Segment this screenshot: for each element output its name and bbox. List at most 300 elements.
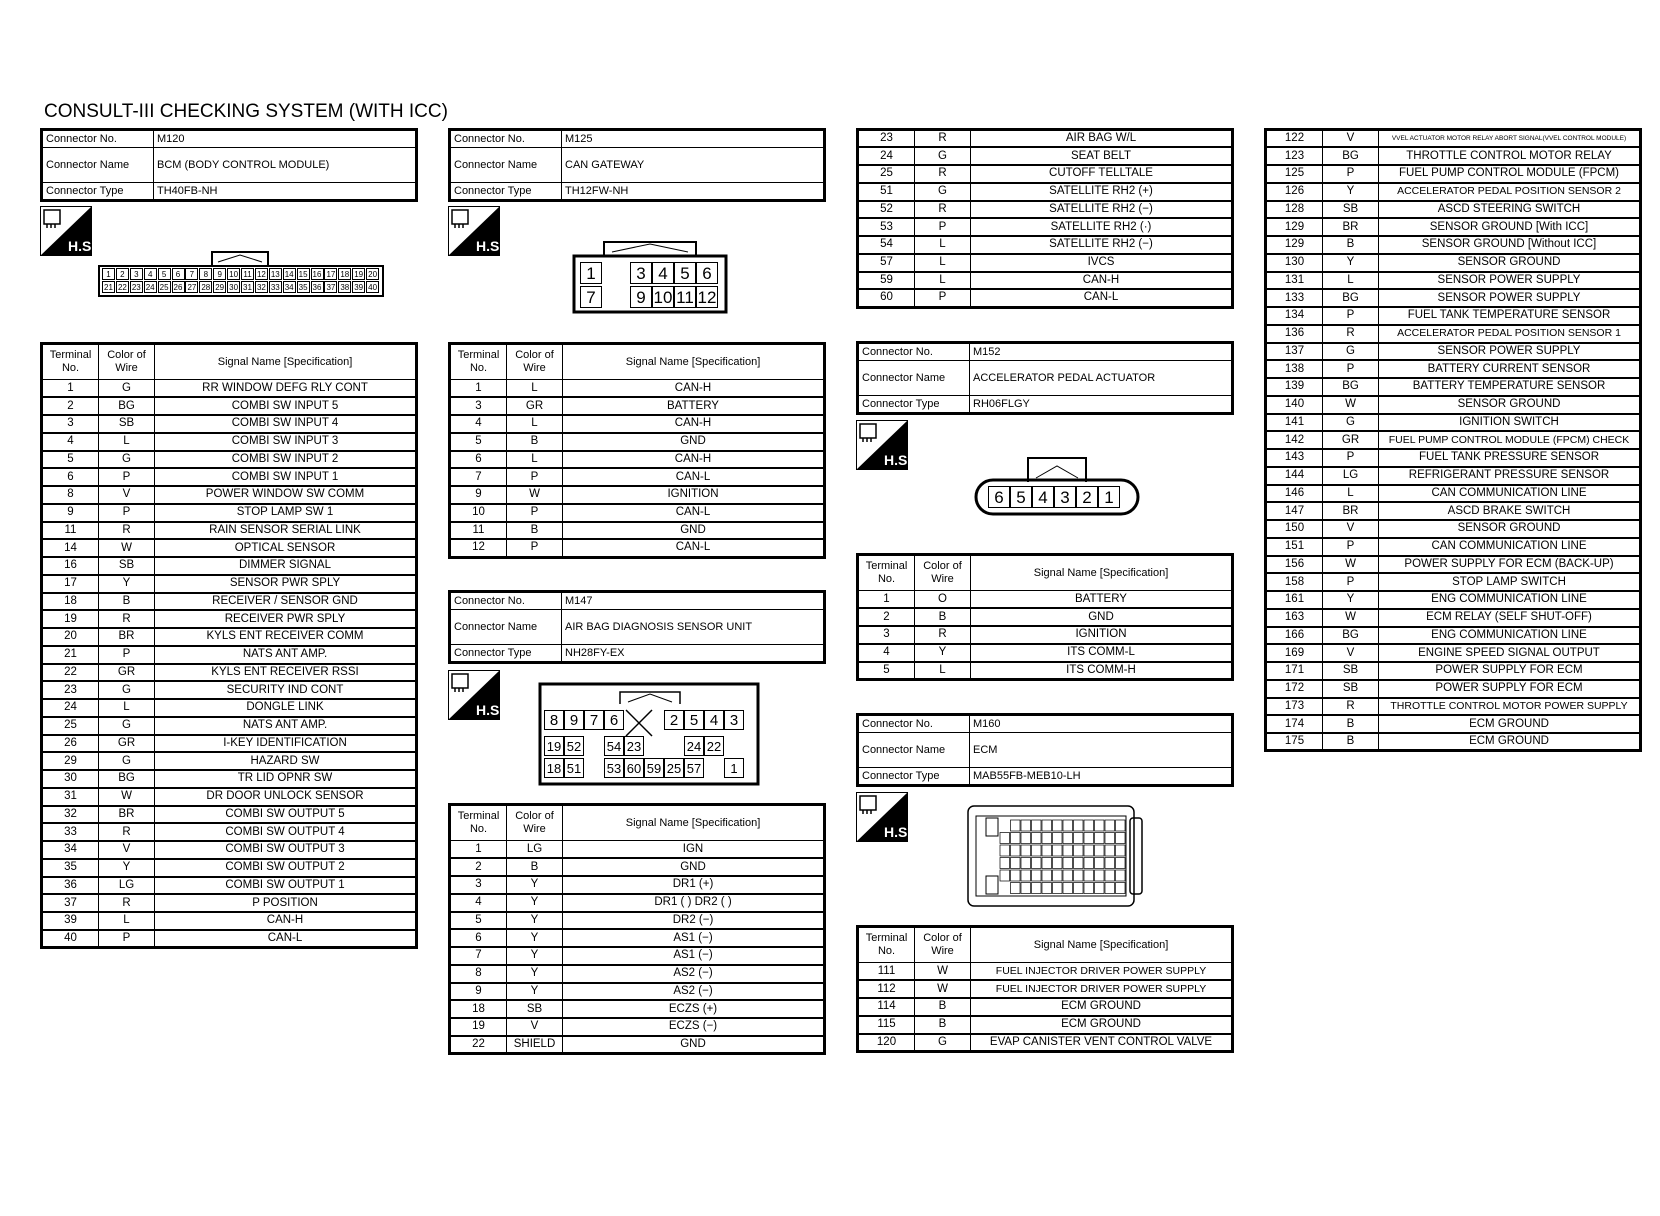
signal-name-cell: CAN-L xyxy=(563,468,825,486)
connector-pin: 26 xyxy=(172,281,185,293)
wire-color-cell: SB xyxy=(1323,662,1379,680)
terminal-no-cell: 141 xyxy=(1266,414,1323,432)
wire-color-cell: G xyxy=(99,752,155,770)
wire-color-cell: W xyxy=(1323,396,1379,414)
table-row xyxy=(450,522,825,540)
terminal-no-cell: 130 xyxy=(1266,254,1323,272)
signal-name-cell: SENSOR POWER SUPPLY xyxy=(1379,343,1641,361)
terminal-no-cell: 10 xyxy=(450,504,507,522)
terminal-no-cell: 172 xyxy=(1266,680,1323,698)
connector-pin: 13 xyxy=(269,268,282,280)
table-row xyxy=(858,236,1233,254)
connector-pin: 5 xyxy=(684,710,704,730)
wire-color-cell: G xyxy=(1323,343,1379,361)
terminal-no-cell: 122 xyxy=(1266,130,1323,148)
table-row xyxy=(858,183,1233,201)
connector-no-value: M125 xyxy=(562,130,825,148)
wire-color-cell: R xyxy=(99,823,155,841)
connector-pin: 38 xyxy=(338,281,351,293)
table-row xyxy=(858,272,1233,290)
terminal-no-cell: 137 xyxy=(1266,343,1323,361)
signal-name-cell: SENSOR POWER SUPPLY xyxy=(1379,272,1641,290)
table-row xyxy=(42,575,417,593)
terminal-no-cell: 3 xyxy=(858,626,915,644)
terminal-no-cell: 169 xyxy=(1266,644,1323,662)
signal-name-cell: I-KEY IDENTIFICATION xyxy=(155,735,417,753)
table-row xyxy=(1266,680,1641,698)
signal-name-cell: ITS COMM-L xyxy=(971,644,1233,662)
terminal-no-cell: 9 xyxy=(450,486,507,504)
table-row xyxy=(1266,360,1641,378)
connector-pin: 2 xyxy=(1076,486,1098,508)
table-row xyxy=(42,646,417,664)
signal-name-cell: KYLS ENT RECEIVER RSSI xyxy=(155,664,417,682)
signal-name-cell: BATTERY CURRENT SENSOR xyxy=(1379,360,1641,378)
signal-name-cell: FUEL PUMP CONTROL MODULE (FPCM) CHECK xyxy=(1379,431,1641,449)
wire-color-cell: Y xyxy=(1323,183,1379,201)
signal-name-cell: CAN-L xyxy=(563,539,825,557)
terminal-no-cell: 25 xyxy=(42,717,99,735)
wire-color-cell: G xyxy=(99,380,155,398)
connector-pin: 57 xyxy=(684,758,704,778)
connector-type-value: NH28FY-EX xyxy=(562,645,825,663)
connector-pin: 7 xyxy=(185,268,198,280)
terminal-no-cell: 166 xyxy=(1266,627,1323,645)
wire-color-cell: BR xyxy=(1323,502,1379,520)
signal-name-cell: ECM GROUND xyxy=(1379,733,1641,751)
terminal-no-cell: 7 xyxy=(450,468,507,486)
label-connector-type: Connector Type xyxy=(858,768,970,786)
connector-pin: 4 xyxy=(652,262,674,284)
connector-info-m120 xyxy=(40,128,418,202)
wire-color-cell: R xyxy=(99,522,155,540)
table-row xyxy=(42,930,417,948)
harness-side-icon xyxy=(448,670,504,720)
signal-name-cell: CAN-H xyxy=(563,415,825,433)
wire-color-cell: B xyxy=(507,433,563,451)
signal-name-cell: ACCELERATOR PEDAL POSITION SENSOR 1 xyxy=(1379,325,1641,343)
wire-color-cell: P xyxy=(99,930,155,948)
wire-color-cell: BR xyxy=(1323,218,1379,236)
signal-name-cell: SENSOR GROUND [Without ICC] xyxy=(1379,236,1641,254)
table-row xyxy=(42,522,417,540)
wire-color-cell: SB xyxy=(99,415,155,433)
table-row xyxy=(42,752,417,770)
signal-name-cell: ASCD STEERING SWITCH xyxy=(1379,201,1641,219)
label-connector-name: Connector Name xyxy=(450,610,562,645)
table-row xyxy=(450,451,825,469)
signal-name-cell: ASCD BRAKE SWITCH xyxy=(1379,502,1641,520)
connector-pin: 12 xyxy=(255,268,268,280)
wire-color-cell: L xyxy=(915,662,971,680)
signal-name-cell: GND xyxy=(563,433,825,451)
table-row xyxy=(42,468,417,486)
terminal-no-cell: 23 xyxy=(42,681,99,699)
table-row xyxy=(858,644,1233,662)
page-title: CONSULT-III CHECKING SYSTEM (WITH ICC) xyxy=(44,101,448,122)
hs-label: H.S. xyxy=(476,238,504,254)
connector-pin: 14 xyxy=(283,268,296,280)
table-row xyxy=(1266,538,1641,556)
connector-pin: 16 xyxy=(311,268,324,280)
connector-name-value: BCM (BODY CONTROL MODULE) xyxy=(154,148,417,183)
signal-name-cell: VVEL ACTUATOR MOTOR RELAY ABORT SIGNAL(VVEL CONTROL MODULE) xyxy=(1379,130,1641,148)
connector-pin: 11 xyxy=(241,268,254,280)
terminal-no-cell: 26 xyxy=(42,735,99,753)
wire-color-cell: V xyxy=(507,1018,563,1036)
signal-name-cell: RR WINDOW DEFG RLY CONT xyxy=(155,380,417,398)
terminal-no-cell: 151 xyxy=(1266,538,1323,556)
terminal-no-cell: 11 xyxy=(42,522,99,540)
wire-color-cell: Y xyxy=(99,859,155,877)
signal-name-cell: SATELLITE RH2 (·) xyxy=(971,218,1233,236)
table-row xyxy=(858,980,1233,998)
connector-pin: 20 xyxy=(366,268,379,280)
connector-pin: 29 xyxy=(213,281,226,293)
table-row xyxy=(42,539,417,557)
terminal-no-cell: 5 xyxy=(858,662,915,680)
terminal-table-m160 xyxy=(856,925,1234,1053)
connector-pin: 21 xyxy=(102,281,115,293)
table-row xyxy=(858,1034,1233,1052)
wire-color-cell: BG xyxy=(99,770,155,788)
label-connector-type: Connector Type xyxy=(450,645,562,663)
wire-color-cell: Y xyxy=(507,894,563,912)
header-signal-name: Signal Name [Specification] xyxy=(563,344,825,380)
terminal-no-cell: 123 xyxy=(1266,147,1323,165)
connector-pin: 1 xyxy=(1098,486,1120,508)
table-row xyxy=(42,504,417,522)
header-signal-name: Signal Name [Specification] xyxy=(971,555,1233,591)
signal-name-cell: AS2 (−) xyxy=(563,965,825,983)
wire-color-cell: SB xyxy=(1323,201,1379,219)
connector-pin: 8 xyxy=(544,710,564,730)
wire-color-cell: B xyxy=(1323,733,1379,751)
wire-color-cell: P xyxy=(1323,360,1379,378)
signal-name-cell: DR1 ( ) DR2 ( ) xyxy=(563,894,825,912)
wire-color-cell: Y xyxy=(507,965,563,983)
wire-color-cell: P xyxy=(1323,573,1379,591)
connector-info-m160 xyxy=(856,713,1234,787)
table-row xyxy=(1266,609,1641,627)
wire-color-cell: R xyxy=(915,626,971,644)
table-row xyxy=(42,841,417,859)
signal-name-cell: POWER SUPPLY FOR ECM (BACK-UP) xyxy=(1379,556,1641,574)
wire-color-cell: L xyxy=(915,254,971,272)
signal-name-cell: DONGLE LINK xyxy=(155,699,417,717)
wire-color-cell: SHIELD xyxy=(507,1036,563,1054)
harness-side-icon xyxy=(40,206,96,256)
wire-color-cell: L xyxy=(915,236,971,254)
wire-color-cell: V xyxy=(1323,520,1379,538)
signal-name-cell: ECM GROUND xyxy=(1379,715,1641,733)
signal-name-cell: SENSOR GROUND [With ICC] xyxy=(1379,218,1641,236)
terminal-no-cell: 18 xyxy=(42,593,99,611)
table-row xyxy=(42,380,417,398)
wire-color-cell: LG xyxy=(507,841,563,859)
table-row xyxy=(1266,272,1641,290)
signal-name-cell: NATS ANT AMP. xyxy=(155,717,417,735)
label-connector-name: Connector Name xyxy=(42,148,154,183)
table-row xyxy=(858,1016,1233,1034)
signal-name-cell: DR DOOR UNLOCK SENSOR xyxy=(155,788,417,806)
terminal-no-cell: 22 xyxy=(450,1036,507,1054)
terminal-no-cell: 128 xyxy=(1266,201,1323,219)
signal-name-cell: ECM GROUND xyxy=(971,1016,1233,1034)
terminal-no-cell: 16 xyxy=(42,557,99,575)
connector-pin: 10 xyxy=(653,288,673,307)
table-row xyxy=(450,876,825,894)
terminal-no-cell: 150 xyxy=(1266,520,1323,538)
header-signal-name: Signal Name [Specification] xyxy=(971,927,1233,963)
signal-name-cell: SENSOR GROUND xyxy=(1379,396,1641,414)
connector-pin: 11 xyxy=(674,286,696,308)
connector-pin: 6 xyxy=(172,268,185,280)
terminal-no-cell: 25 xyxy=(858,165,915,183)
terminal-no-cell: 51 xyxy=(858,183,915,201)
terminal-no-cell: 114 xyxy=(858,998,915,1016)
connector-pin: 30 xyxy=(227,281,240,293)
connector-pin: 9 xyxy=(564,710,584,730)
terminal-no-cell: 134 xyxy=(1266,307,1323,325)
signal-name-cell: KYLS ENT RECEIVER COMM xyxy=(155,628,417,646)
header-terminal-no: Terminal No. xyxy=(858,927,915,963)
signal-name-cell: ECM RELAY (SELF SHUT-OFF) xyxy=(1379,609,1641,627)
table-row xyxy=(1266,307,1641,325)
connector-pin: 6 xyxy=(988,486,1010,508)
signal-name-cell: ENG COMMUNICATION LINE xyxy=(1379,627,1641,645)
connector-type-value: RH06FLGY xyxy=(970,396,1233,414)
terminal-no-cell: 40 xyxy=(42,930,99,948)
table-row xyxy=(858,591,1233,609)
terminal-no-cell: 139 xyxy=(1266,378,1323,396)
signal-name-cell: RAIN SENSOR SERIAL LINK xyxy=(155,522,417,540)
signal-name-cell: ECZS (+) xyxy=(563,1000,825,1018)
wire-color-cell: G xyxy=(99,717,155,735)
signal-name-cell: IGN xyxy=(563,841,825,859)
terminal-no-cell: 1 xyxy=(450,841,507,859)
table-row xyxy=(42,664,417,682)
connector-pin: 15 xyxy=(297,268,310,280)
connector-pin: 5 xyxy=(1010,486,1032,508)
terminal-no-cell: 54 xyxy=(858,236,915,254)
wire-color-cell: B xyxy=(1323,236,1379,254)
signal-name-cell: IGNITION xyxy=(563,486,825,504)
terminal-no-cell: 19 xyxy=(450,1018,507,1036)
signal-name-cell: SENSOR PWR SPLY xyxy=(155,575,417,593)
terminal-no-cell: 11 xyxy=(450,522,507,540)
wire-color-cell: V xyxy=(1323,130,1379,148)
wire-color-cell: R xyxy=(915,130,971,148)
connector-pin: 3 xyxy=(724,710,744,730)
signal-name-cell: GND xyxy=(563,858,825,876)
table-row xyxy=(1266,733,1641,751)
wire-color-cell: G xyxy=(915,1034,971,1052)
wire-color-cell: Y xyxy=(1323,254,1379,272)
signal-name-cell: SATELLITE RH2 (−) xyxy=(971,236,1233,254)
connector-pin: 3 xyxy=(630,262,652,284)
wire-color-cell: R xyxy=(99,610,155,628)
terminal-no-cell: 173 xyxy=(1266,698,1323,716)
connector-pin: 19 xyxy=(544,736,564,756)
terminal-no-cell: 60 xyxy=(858,289,915,307)
signal-name-cell: CUTOFF TELLTALE xyxy=(971,165,1233,183)
wire-color-cell: B xyxy=(507,522,563,540)
wire-color-cell: SB xyxy=(1323,680,1379,698)
terminal-table-m125 xyxy=(448,342,826,559)
wire-color-cell: R xyxy=(1323,325,1379,343)
signal-name-cell: COMBI SW OUTPUT 4 xyxy=(155,823,417,841)
wire-color-cell: P xyxy=(99,468,155,486)
harness-side-icon xyxy=(856,420,912,470)
connector-pin: 32 xyxy=(255,281,268,293)
table-row xyxy=(450,504,825,522)
signal-name-cell: FUEL PUMP CONTROL MODULE (FPCM) xyxy=(1379,165,1641,183)
terminal-no-cell: 8 xyxy=(450,965,507,983)
signal-name-cell: RECEIVER PWR SPLY xyxy=(155,610,417,628)
signal-name-cell: COMBI SW OUTPUT 3 xyxy=(155,841,417,859)
signal-name-cell: ENGINE SPEED SIGNAL OUTPUT xyxy=(1379,644,1641,662)
table-row xyxy=(858,963,1233,981)
table-row xyxy=(1266,343,1641,361)
terminal-no-cell: 37 xyxy=(42,894,99,912)
connector-face-m120 xyxy=(98,248,384,298)
connector-face-m147 xyxy=(538,682,760,786)
table-row xyxy=(1266,467,1641,485)
terminal-no-cell: 3 xyxy=(42,415,99,433)
table-row xyxy=(42,788,417,806)
table-row xyxy=(1266,644,1641,662)
terminal-no-cell: 9 xyxy=(42,504,99,522)
hs-label: H.S. xyxy=(884,824,912,840)
connector-pin: 33 xyxy=(269,281,282,293)
table-row xyxy=(42,735,417,753)
signal-name-cell: POWER SUPPLY FOR ECM xyxy=(1379,662,1641,680)
table-row xyxy=(1266,573,1641,591)
table-row xyxy=(858,218,1233,236)
wire-color-cell: L xyxy=(99,699,155,717)
signal-name-cell: POWER WINDOW SW COMM xyxy=(155,486,417,504)
table-row xyxy=(1266,627,1641,645)
signal-name-cell: CAN-H xyxy=(563,451,825,469)
terminal-no-cell: 138 xyxy=(1266,360,1323,378)
wire-color-cell: R xyxy=(915,165,971,183)
wire-color-cell: P xyxy=(99,646,155,664)
wire-color-cell: G xyxy=(915,147,971,165)
signal-name-cell: EVAP CANISTER VENT CONTROL VALVE xyxy=(971,1034,1233,1052)
signal-name-cell: DIMMER SIGNAL xyxy=(155,557,417,575)
table-row xyxy=(42,859,417,877)
wire-color-cell: GR xyxy=(1323,431,1379,449)
signal-name-cell: COMBI SW OUTPUT 1 xyxy=(155,877,417,895)
wire-color-cell: GR xyxy=(507,397,563,415)
header-color-of-wire: Color of Wire xyxy=(507,344,563,380)
wire-color-cell: L xyxy=(507,451,563,469)
terminal-no-cell: 29 xyxy=(42,752,99,770)
terminal-no-cell: 136 xyxy=(1266,325,1323,343)
signal-name-cell: SECURITY IND CONT xyxy=(155,681,417,699)
signal-name-cell: CAN COMMUNICATION LINE xyxy=(1379,485,1641,503)
signal-name-cell: GND xyxy=(563,522,825,540)
wire-color-cell: SB xyxy=(99,557,155,575)
connector-pin: 3 xyxy=(1054,486,1076,508)
wire-color-cell: P xyxy=(915,289,971,307)
terminal-no-cell: 33 xyxy=(42,823,99,841)
terminal-no-cell: 35 xyxy=(42,859,99,877)
table-row xyxy=(1266,254,1641,272)
connector-pin: 22 xyxy=(116,281,129,293)
signal-name-cell: CAN-L xyxy=(971,289,1233,307)
wire-color-cell: BR xyxy=(99,628,155,646)
wire-color-cell: B xyxy=(915,1016,971,1034)
table-row xyxy=(42,717,417,735)
signal-name-cell: SEAT BELT xyxy=(971,147,1233,165)
terminal-no-cell: 22 xyxy=(42,664,99,682)
table-row xyxy=(858,626,1233,644)
header-terminal-no: Terminal No. xyxy=(42,344,99,380)
wire-color-cell: B xyxy=(915,998,971,1016)
terminal-no-cell: 1 xyxy=(858,591,915,609)
connector-pin: 9 xyxy=(630,286,652,308)
terminal-no-cell: 120 xyxy=(858,1034,915,1052)
connector-pin: 18 xyxy=(544,758,564,778)
terminal-no-cell: 129 xyxy=(1266,236,1323,254)
hs-label: H.S. xyxy=(68,238,96,254)
terminal-no-cell: 6 xyxy=(450,929,507,947)
terminal-no-cell: 112 xyxy=(858,980,915,998)
connector-info-m125 xyxy=(448,128,826,202)
connector-pin: 7 xyxy=(584,710,604,730)
table-row xyxy=(858,254,1233,272)
header-color-of-wire: Color of Wire xyxy=(915,555,971,591)
signal-name-cell: ECZS (−) xyxy=(563,1018,825,1036)
table-row xyxy=(1266,325,1641,343)
table-row xyxy=(858,165,1233,183)
terminal-table-m152 xyxy=(856,553,1234,681)
terminal-no-cell: 2 xyxy=(450,858,507,876)
signal-name-cell: HAZARD SW xyxy=(155,752,417,770)
signal-name-cell: GND xyxy=(971,608,1233,626)
connector-pin: 27 xyxy=(185,281,198,293)
table-row xyxy=(858,662,1233,680)
terminal-no-cell: 174 xyxy=(1266,715,1323,733)
label-connector-name: Connector Name xyxy=(858,733,970,768)
table-row xyxy=(450,894,825,912)
table-row xyxy=(450,983,825,1001)
table-row xyxy=(1266,715,1641,733)
wire-color-cell: G xyxy=(1323,414,1379,432)
terminal-no-cell: 30 xyxy=(42,770,99,788)
connector-pin: 25 xyxy=(158,281,171,293)
header-color-of-wire: Color of Wire xyxy=(915,927,971,963)
table-row xyxy=(450,912,825,930)
wire-color-cell: Y xyxy=(507,929,563,947)
table-row xyxy=(858,147,1233,165)
table-row xyxy=(1266,698,1641,716)
terminal-no-cell: 5 xyxy=(450,912,507,930)
wire-color-cell: R xyxy=(915,201,971,219)
connector-pin: 54 xyxy=(604,736,624,756)
connector-pin: 23 xyxy=(130,281,143,293)
connector-type-value: TH40FB-NH xyxy=(154,183,417,201)
terminal-no-cell: 4 xyxy=(42,433,99,451)
terminal-no-cell: 147 xyxy=(1266,502,1323,520)
connector-pin: 8 xyxy=(199,268,212,280)
terminal-no-cell: 14 xyxy=(42,539,99,557)
connector-face-m160 xyxy=(966,804,1144,908)
table-row xyxy=(1266,218,1641,236)
terminal-no-cell: 142 xyxy=(1266,431,1323,449)
